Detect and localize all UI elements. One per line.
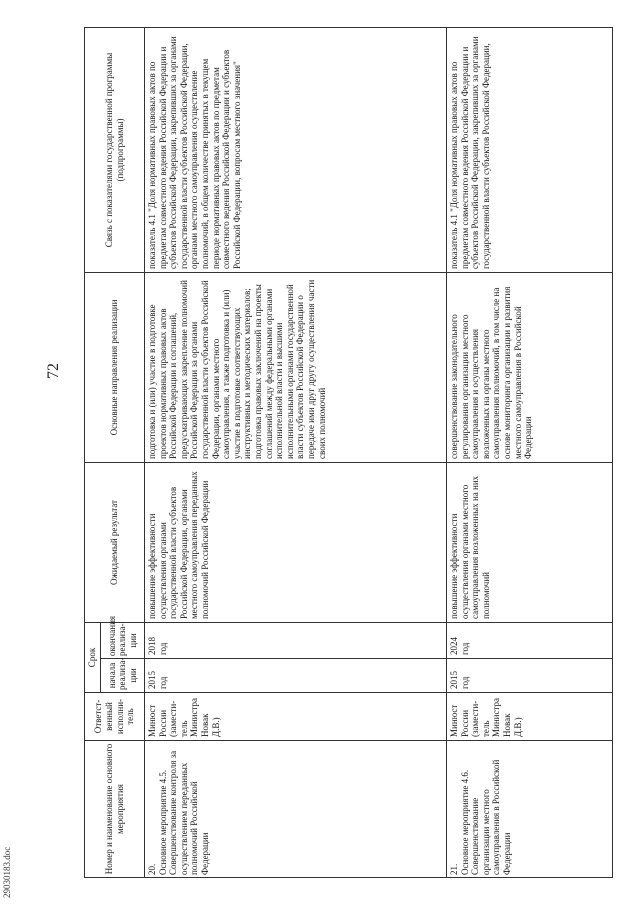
responsible-cell: Минюст России (замести-тель Министра Новак Д.В.) [145, 693, 447, 741]
measure-cell [145, 741, 447, 878]
directions-cell: подготовка и (или) участие в подготовке проектов нормативных правовых актов Российской Федерации и соглашений, предусматривающих закрепление полномочий Российской Федерации за органами государственной власти субъектов Российской Федерации, органами местного самоуправления, а также подготовка и (или) участие в подготовке соответствующих инструктивных и методических материалов; подготовка правовых заключений на проекты соглашений между федеральными органами исполнительной власти и высшими исполнительными органами государственной власти субъектов Российской Федерации о передаче ими друг другу осуществления части своих полномочий [145, 272, 447, 462]
document-id: 29030183.doc [2, 846, 12, 898]
header-term: Срок [85, 622, 101, 692]
table-row [145, 27, 447, 877]
link-cell: показатель 4.1 "Доля нормативных правовых актов по предметам совместного ведения Российской Федерации и субъектов Российской Федерации, закрепивших за органами государственной власти субъектов Российской Федерации, [447, 27, 613, 272]
table-row [447, 27, 613, 877]
measure-cell [447, 741, 613, 878]
start-cell: 2015 год [447, 659, 613, 693]
result-cell: повышение эффективности осуществления органами местного самоуправления возложенных на них полномочий [447, 462, 613, 622]
row-number: 20. [147, 863, 157, 875]
link-cell: показатель 4.1 "Доля нормативных правовых актов по предметам совместного ведения Российской Федерации и субъектов Российской Федерации, закрепивших за органами государственной власти субъектов Российской Федерации, органами местного самоуправления осуществление полномочий, в общем количестве принятых в текущем периоде нормативных правовых актов по предметам совместного ведения Российской Федерации и субъектов Российской Федерации, вопросам местного значения" [145, 27, 447, 272]
end-cell: 2018 год [145, 622, 447, 658]
row-number: 21. [449, 863, 459, 875]
measure-name: Основное мероприятие 4.6. Совершенствование организации местного самоуправления в Российской Федерации [459, 759, 512, 875]
header-end: окончания реализа-ции [101, 622, 145, 658]
end-cell: 2024 год [447, 622, 613, 658]
result-cell: повышение эффективности осуществления органами государственной власти субъектов Российской Федерации, органами местного самоуправления переданных полномочий Российской Федерации [145, 462, 447, 622]
rotated-table-container [84, 28, 614, 878]
directions-cell: совершенствование законодательного регулирования организации местного самоуправления и осуществления возложенных на органы местного самоуправления полномочий, в том числе на основе мониторинга организации и развития местного самоуправления в Российской Федерации [447, 272, 613, 462]
start-cell: 2015 год [145, 659, 447, 693]
header-responsible: Ответст-венный исполни-тель [85, 693, 145, 741]
page-number: 72 [45, 363, 62, 379]
header-num-name: Номер и наименование основного мероприятия [85, 741, 145, 878]
header-directions: Основные направления реализации [85, 272, 145, 462]
responsible-cell: Минюст России (замести-тель Министра Новак Д.В.) [447, 693, 613, 741]
header-start: начала реализа-ции [101, 659, 145, 693]
header-link: Связь с показателями государственной программы (подпрограммы) [85, 27, 145, 272]
measure-name: Основное мероприятие 4.5. Совершенствование контроля за осуществлением переданных полномочий Российской Федерации [157, 750, 210, 875]
measures-table [84, 27, 613, 878]
header-result: Ожидаемый результат [85, 462, 145, 622]
